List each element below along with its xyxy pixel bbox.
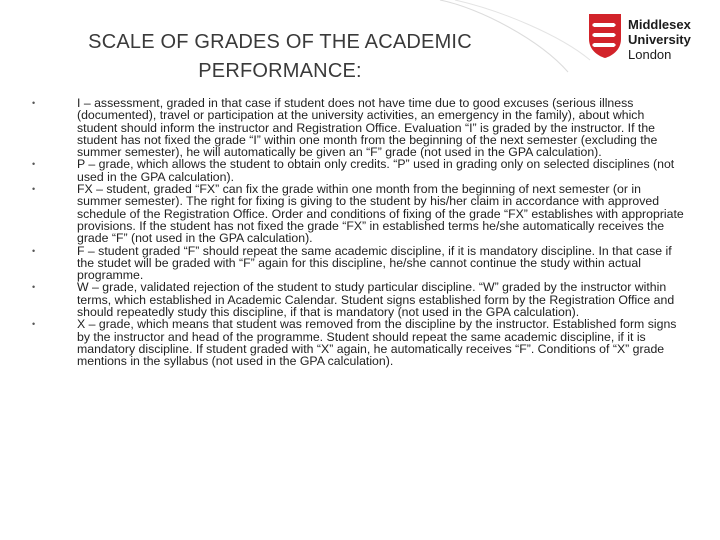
list-item-text: F – student graded “F” should repeat the same academic discipline, if it is mandatory discipline. In that case if the studet will be graded with “F” again for this discipline, he/she cannot continue the study within actual programme. <box>77 243 672 283</box>
bullet-icon: • <box>32 159 36 170</box>
list-item-text: FX – student, graded “FX” can fix the grade within one month from the beginning of next semester (or in summer semester). The right for fixing is giving to the student by his/her claim in accordance with approved schedule of the Registration Office. Order and conditions of fixing of the grade “FX” establishes with appropriate provisions. If the student has not fixed the grade “FX” in established terms he/she automatically receives the grade “F” (not used in the GPA calculation). <box>77 182 684 246</box>
list-item <box>28 183 688 244</box>
bullet-icon: • <box>32 98 36 108</box>
page-title-line-2: PERFORMANCE: <box>198 60 362 82</box>
list-item-text: I – assessment, graded in that case if student does not have time due to good excuses (serious illness (documented), travel or participation at the university activities, an emergency in the family), about which student should inform the instructor and Registration Office. Evaluation “I” is graded by the instructor. If the student has not fixed the grade “I” within one month from the beginning of the next semester (excluding the summer semester), he will automatically be given an “F” grade (not used in the GPA calculation). <box>77 96 658 160</box>
logo-line-3: London <box>628 47 672 62</box>
shield-icon <box>588 13 622 59</box>
list-item <box>28 245 688 282</box>
logo-wordmark <box>628 17 691 62</box>
bullet-icon: • <box>32 319 36 330</box>
list-item-text: X – grade, which means that student was removed from the discipline by the instructor. Established form signs by the instructor and head of the programme. Student should repeat the same academic discipline, if it is mandatory discipline. If student graded with “X” again, he automatically receives “F”. Conditions of “X” grade mentions in the syllabus (not used in the GPA calculation). <box>77 317 677 369</box>
logo-line-1: Middlesex <box>628 17 691 32</box>
list-item <box>28 281 688 318</box>
list-item-text: P – grade, which allows the student to obtain only credits. “P” used in grading only on selected disciplines (not used in the GPA calculation). <box>77 157 675 184</box>
bullet-icon: • <box>32 245 36 256</box>
logo-line-2: University <box>628 32 691 47</box>
bullet-icon: • <box>32 184 36 195</box>
list-item <box>28 97 688 158</box>
bullet-icon: • <box>32 282 36 293</box>
list-item <box>28 158 688 183</box>
list-item-text: W – grade, validated rejection of the student to study particular discipline. “W” graded by the instructor within terms, which established in Academic Calendar. Student signs established form by the Registration Office and should repeatedly study this discipline, if that is mandatory (not used in the GPA calculation). <box>77 280 675 320</box>
list-item <box>28 318 688 367</box>
page-title-line-1: SCALE OF GRADES OF THE ACADEMIC <box>88 31 472 53</box>
page-title <box>30 28 530 86</box>
grades-list <box>28 97 688 368</box>
university-logo <box>588 13 713 73</box>
